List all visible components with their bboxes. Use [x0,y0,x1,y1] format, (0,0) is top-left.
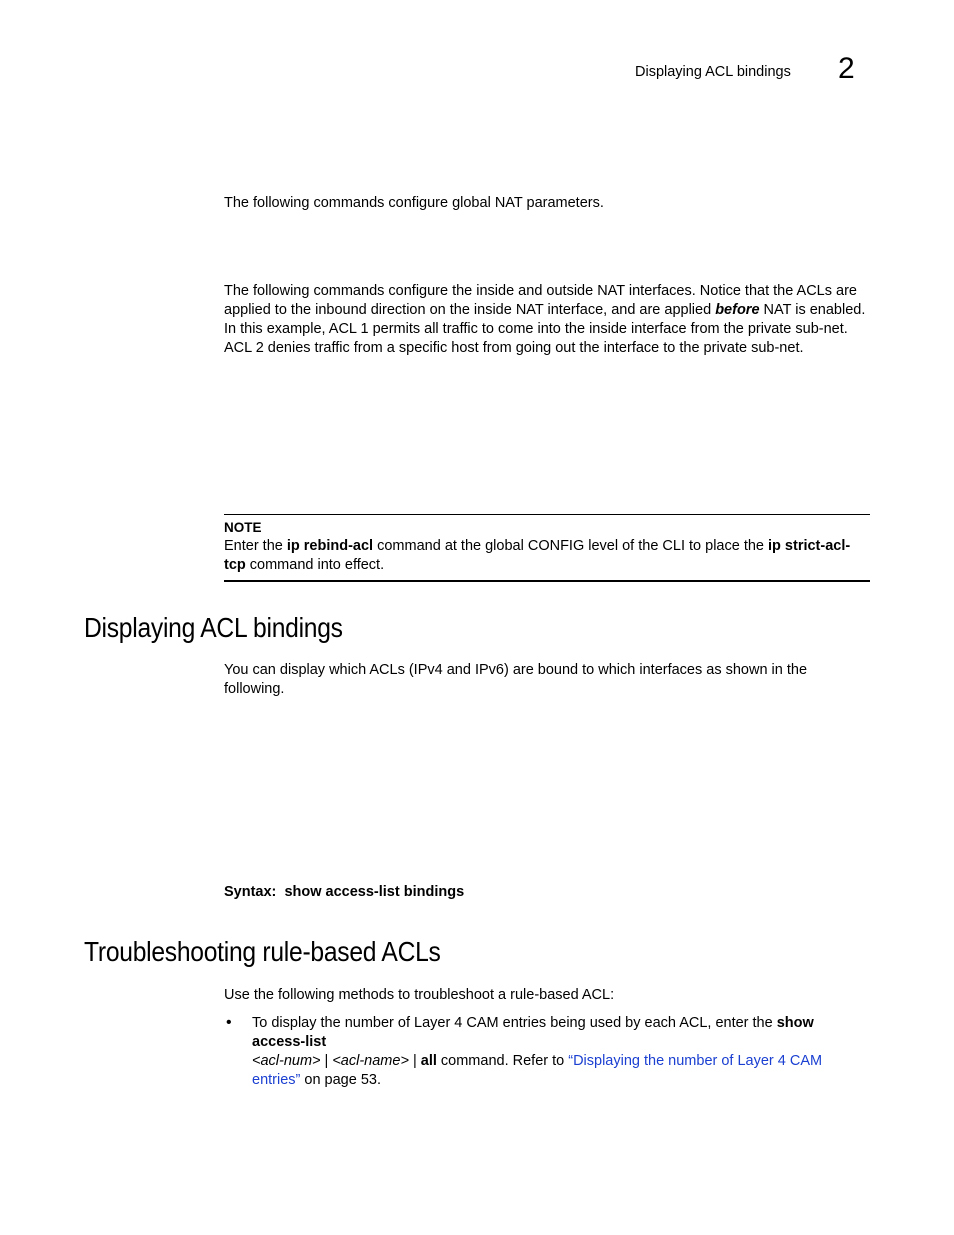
bullet-text-part: on page 53. [300,1072,381,1088]
command-all: all [420,1053,437,1069]
note-text-part: command at the global CONFIG level of the CLI to place the [373,538,769,554]
note-box [224,514,870,582]
separator: | [320,1053,333,1069]
note-text-part: Enter the [224,538,287,554]
para-text: NAT is enabled. In this example, ACL 1 permits all traffic to come into the inside interface from the private sub-net. ACL 2 denies traffic from a specific host from going out the interface to the private sub-net. [224,302,866,356]
bullet-marker: • [226,1014,232,1031]
separator: | [408,1053,421,1069]
global-nat-paragraph: The following commands configure global NAT parameters. [224,195,604,211]
section-heading-troubleshooting: Troubleshooting rule-based ACLs [84,936,441,967]
command-ip-strict-acl-tcp: ip strict-acl-tcp [224,538,851,573]
note-text [224,537,870,575]
note-label: NOTE [224,520,262,535]
arg-acl-name: <acl-name> [332,1053,409,1069]
syntax-command: show access-list bindings [284,884,465,900]
command-show-access-list: show access-list [252,1015,814,1050]
arg-acl-num: <acl-num> [252,1053,321,1069]
command-ip-rebind-acl: ip rebind-acl [286,538,374,554]
nat-interfaces-paragraph [224,282,870,358]
syntax-label: Syntax: [224,884,277,900]
bullet-item [252,1014,852,1090]
note-text-part: command into effect. [245,557,385,573]
chapter-number: 2 [838,52,855,85]
bullet-text-part: To display the number of Layer 4 CAM entries being used by each ACL, enter the [252,1015,777,1031]
troubleshooting-intro: Use the following methods to troubleshoot a rule-based ACL: [224,987,615,1003]
running-header-title: Displaying ACL bindings [635,64,791,80]
acl-bindings-paragraph: You can display which ACLs (IPv4 and IPv6) are bound to which interfaces as shown in the following. [224,662,808,697]
para-text: The following commands configure the inside and outside NAT interfaces. Notice that the ACLs are applied to the inbound direction on the inside NAT interface, and are applied [224,283,857,318]
bullet-text-part: command. Refer to [436,1053,569,1069]
cross-reference-link[interactable]: “Displaying the number of Layer 4 CAM entries” [252,1053,823,1088]
section-heading-acl-bindings: Displaying ACL bindings [84,612,343,643]
syntax-line [224,884,464,900]
emphasis-text: before [715,302,760,318]
